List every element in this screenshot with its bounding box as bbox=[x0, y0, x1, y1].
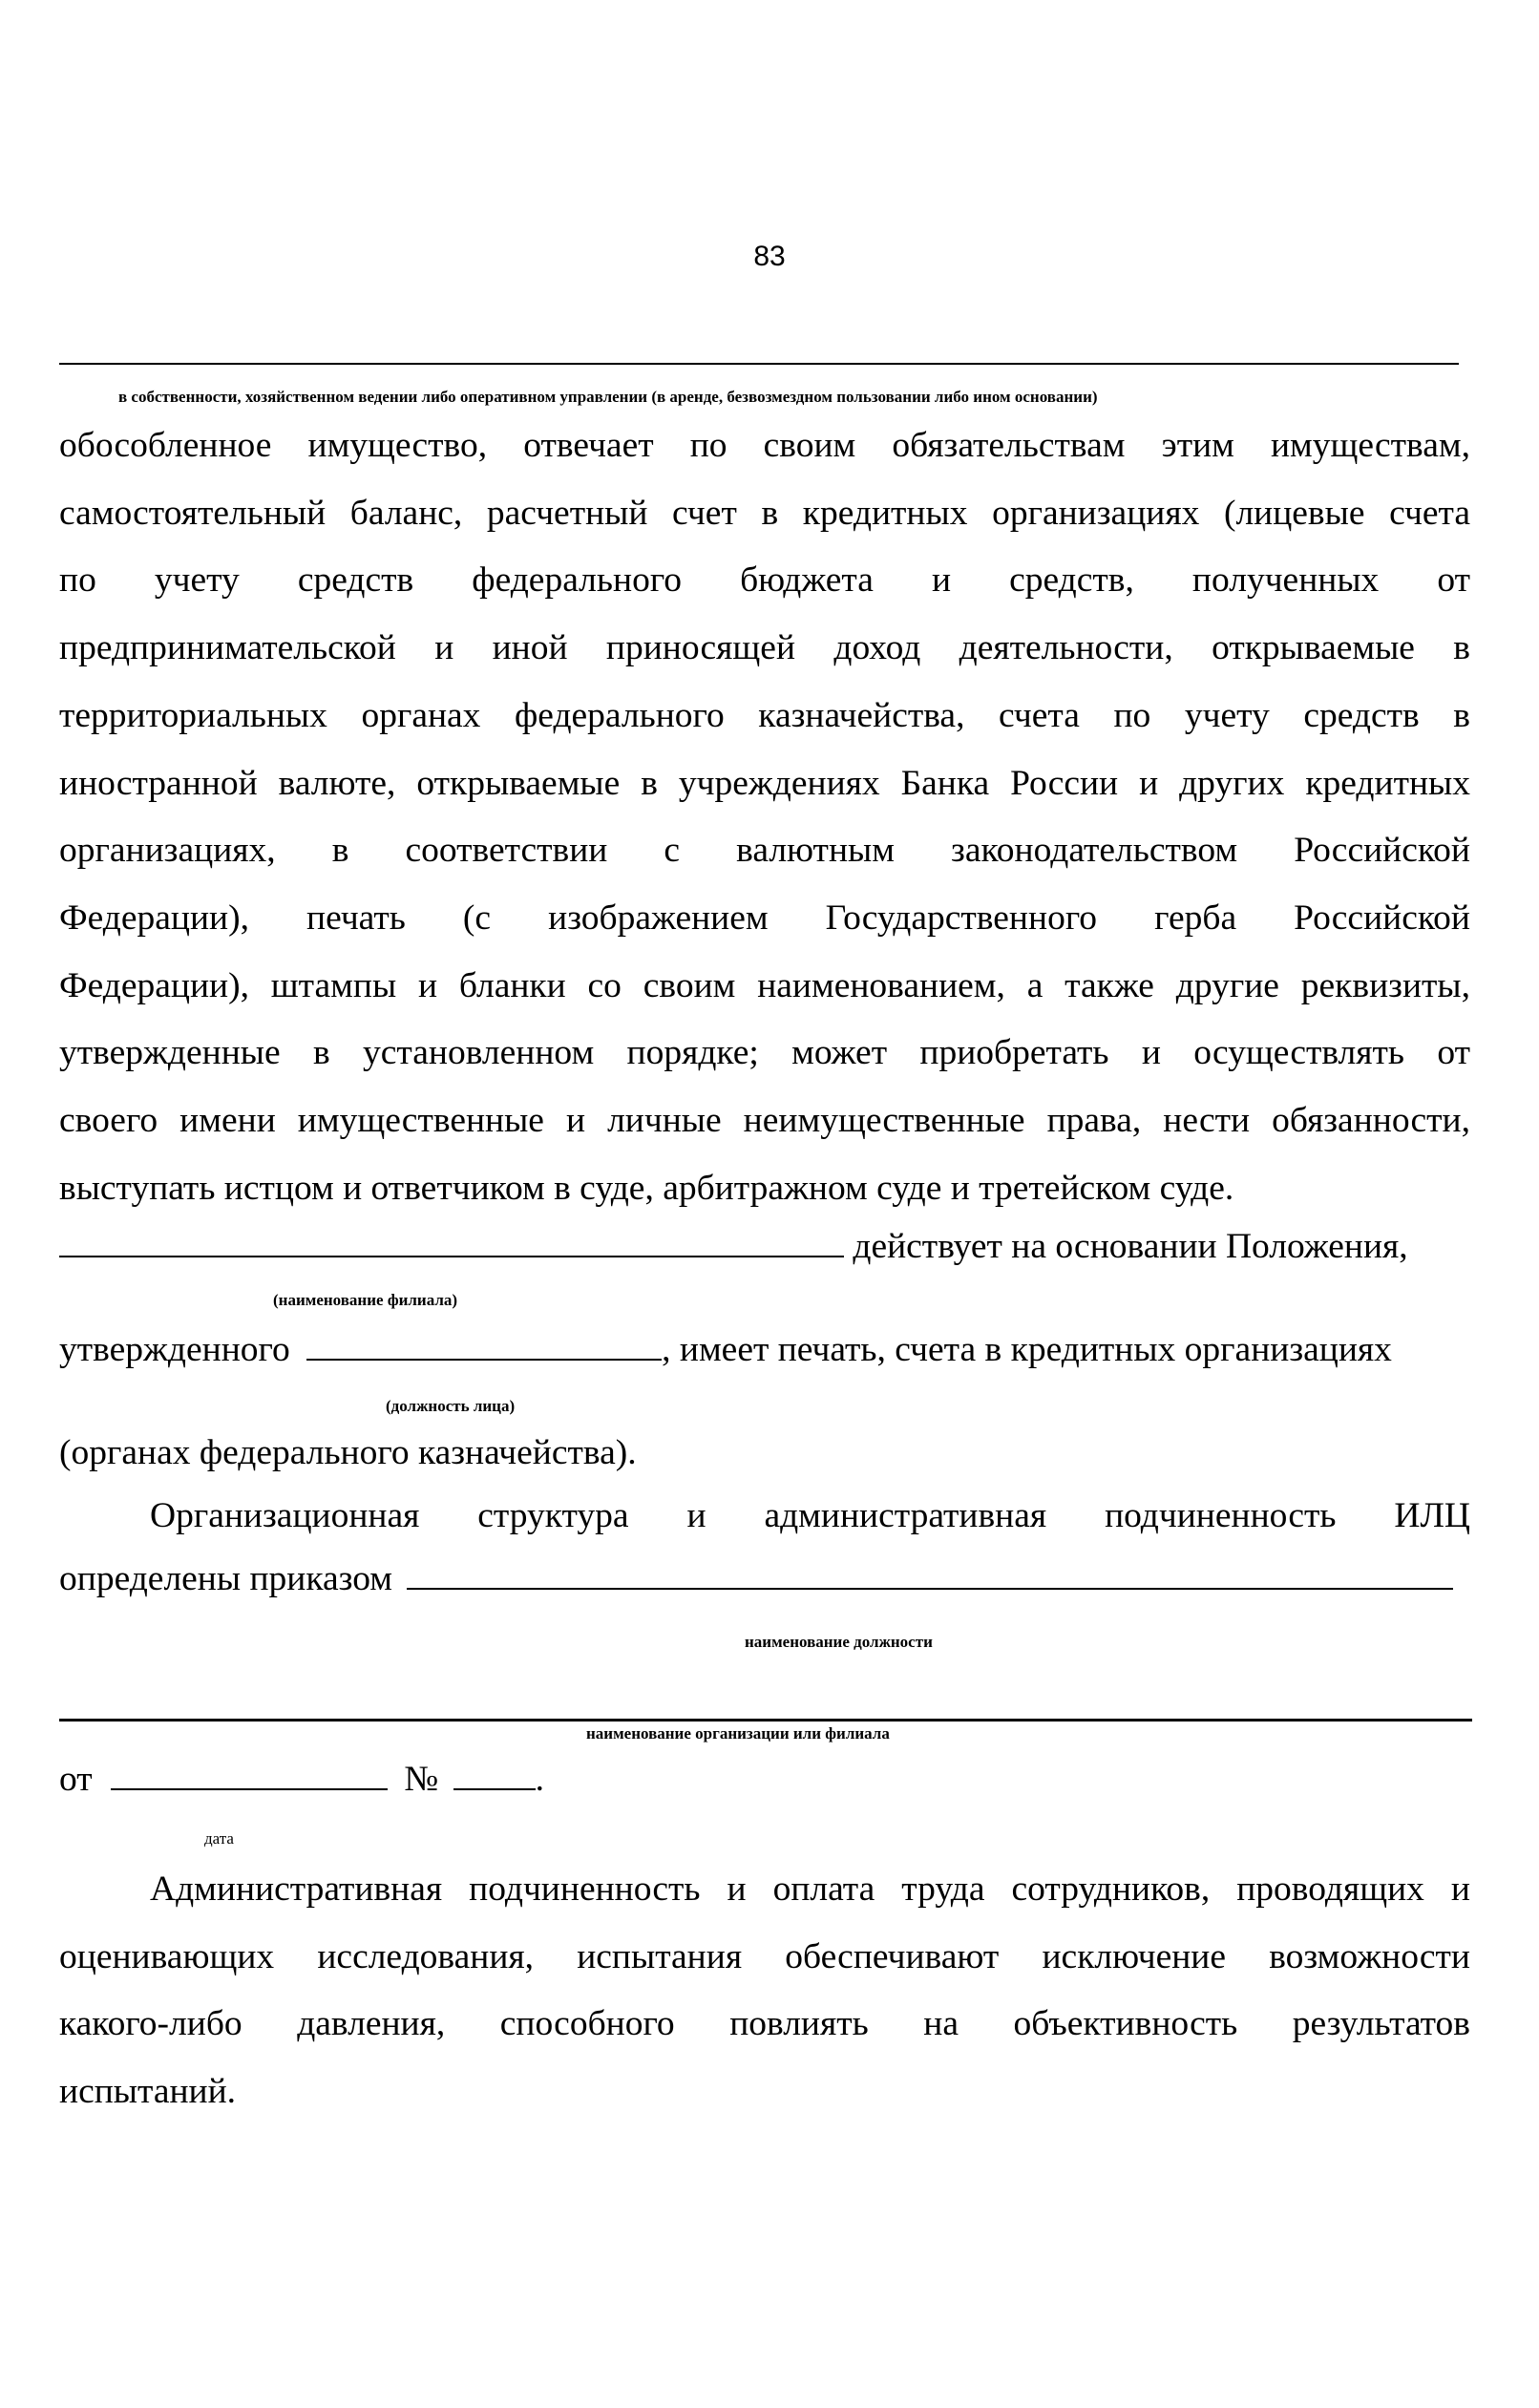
stamp-text: , имеет печать, счета в кредитных организациях bbox=[662, 1330, 1392, 1369]
date-blank[interactable] bbox=[111, 1760, 388, 1790]
caption-ownership: в собственности, хозяйственном ведении либо оперативном управлении (в аренде, безвозмездном пользовании либо ином основании) bbox=[118, 388, 1098, 406]
position-blank[interactable] bbox=[306, 1330, 662, 1361]
paragraph-line: испытаний. bbox=[59, 2072, 237, 2112]
approved-row bbox=[59, 1329, 1470, 1370]
caption-branch-name: (наименование филиала) bbox=[273, 1291, 458, 1309]
paragraph-subordination bbox=[59, 1856, 1470, 2126]
page-number: 83 bbox=[753, 241, 786, 272]
branch-name-blank[interactable] bbox=[59, 1227, 844, 1257]
org-name-underline bbox=[59, 1719, 1472, 1722]
paragraph-line: по учету средств федерального бюджета и средств, полученных от bbox=[59, 560, 1470, 601]
approved-text: утвержденного bbox=[59, 1330, 290, 1369]
number-blank[interactable] bbox=[453, 1760, 536, 1790]
paragraph-line: самостоятельный баланс, расчетный счет в кредитных организациях (лицевые счета bbox=[59, 493, 1470, 533]
order-text: определены приказом bbox=[59, 1559, 392, 1598]
paragraph-line: утвержденные в установленном порядке; может приобретать и осуществлять от bbox=[59, 1033, 1470, 1073]
caption-date: дата bbox=[204, 1829, 234, 1848]
paragraph-line: какого-либо давления, способного повлиять на объективность результатов bbox=[59, 2004, 1470, 2044]
date-end: . bbox=[535, 1760, 544, 1799]
treasury-row bbox=[59, 1432, 1470, 1473]
acts-text: действует на основании Положения, bbox=[853, 1227, 1408, 1266]
caption-position: (должность лица) bbox=[386, 1397, 516, 1415]
paragraph-line: выступать истцом и ответчиком в суде, арбитражном суде и третейском суде. bbox=[59, 1168, 1234, 1208]
paragraph-line: своего имени имущественные и личные неимущественные права, нести обязанности, bbox=[59, 1101, 1470, 1141]
ownership-underline bbox=[59, 363, 1459, 365]
paragraph-line: Административная подчиненность и оплата труда сотрудников, проводящих и bbox=[150, 1869, 1470, 1909]
paragraph-structure-line1 bbox=[59, 1495, 1470, 1536]
caption-org-name: наименование организации или филиала bbox=[586, 1724, 890, 1743]
order-position-blank[interactable] bbox=[407, 1559, 1453, 1590]
paragraph-line: предпринимательской и иной приносящей доход деятельности, открываемые в bbox=[59, 628, 1470, 668]
paragraph-line: иностранной валюте, открываемые в учреждениях Банка России и других кредитных bbox=[59, 763, 1470, 803]
branch-name-row bbox=[59, 1226, 1470, 1267]
from-text: от bbox=[59, 1760, 93, 1799]
caption-position-name: наименование должности bbox=[745, 1633, 933, 1651]
number-sign: № bbox=[404, 1760, 439, 1799]
order-row bbox=[59, 1558, 1470, 1599]
paragraph-line: Федерации), штампы и бланки со своим наименованием, а также другие реквизиты, bbox=[59, 965, 1470, 1005]
paragraph-line: территориальных органах федерального казначейства, счета по учету средств в bbox=[59, 695, 1470, 735]
paragraph-line: оценивающих исследования, испытания обеспечивают исключение возможности bbox=[59, 1936, 1470, 1976]
paragraph-line: организациях, в соответствии с валютным законодательством Российской bbox=[59, 831, 1470, 871]
structure-text: Организационная структура и административная подчиненность ИЛЦ bbox=[150, 1496, 1470, 1535]
date-number-row bbox=[59, 1759, 1470, 1800]
treasury-text: (органах федерального казначейства). bbox=[59, 1433, 637, 1472]
paragraph-line: Федерации), печать (с изображением Государственного герба Российской bbox=[59, 898, 1470, 938]
paragraph-property bbox=[59, 412, 1470, 1222]
paragraph-line: обособленное имущество, отвечает по своим обязательствам этим имуществам, bbox=[59, 426, 1470, 465]
